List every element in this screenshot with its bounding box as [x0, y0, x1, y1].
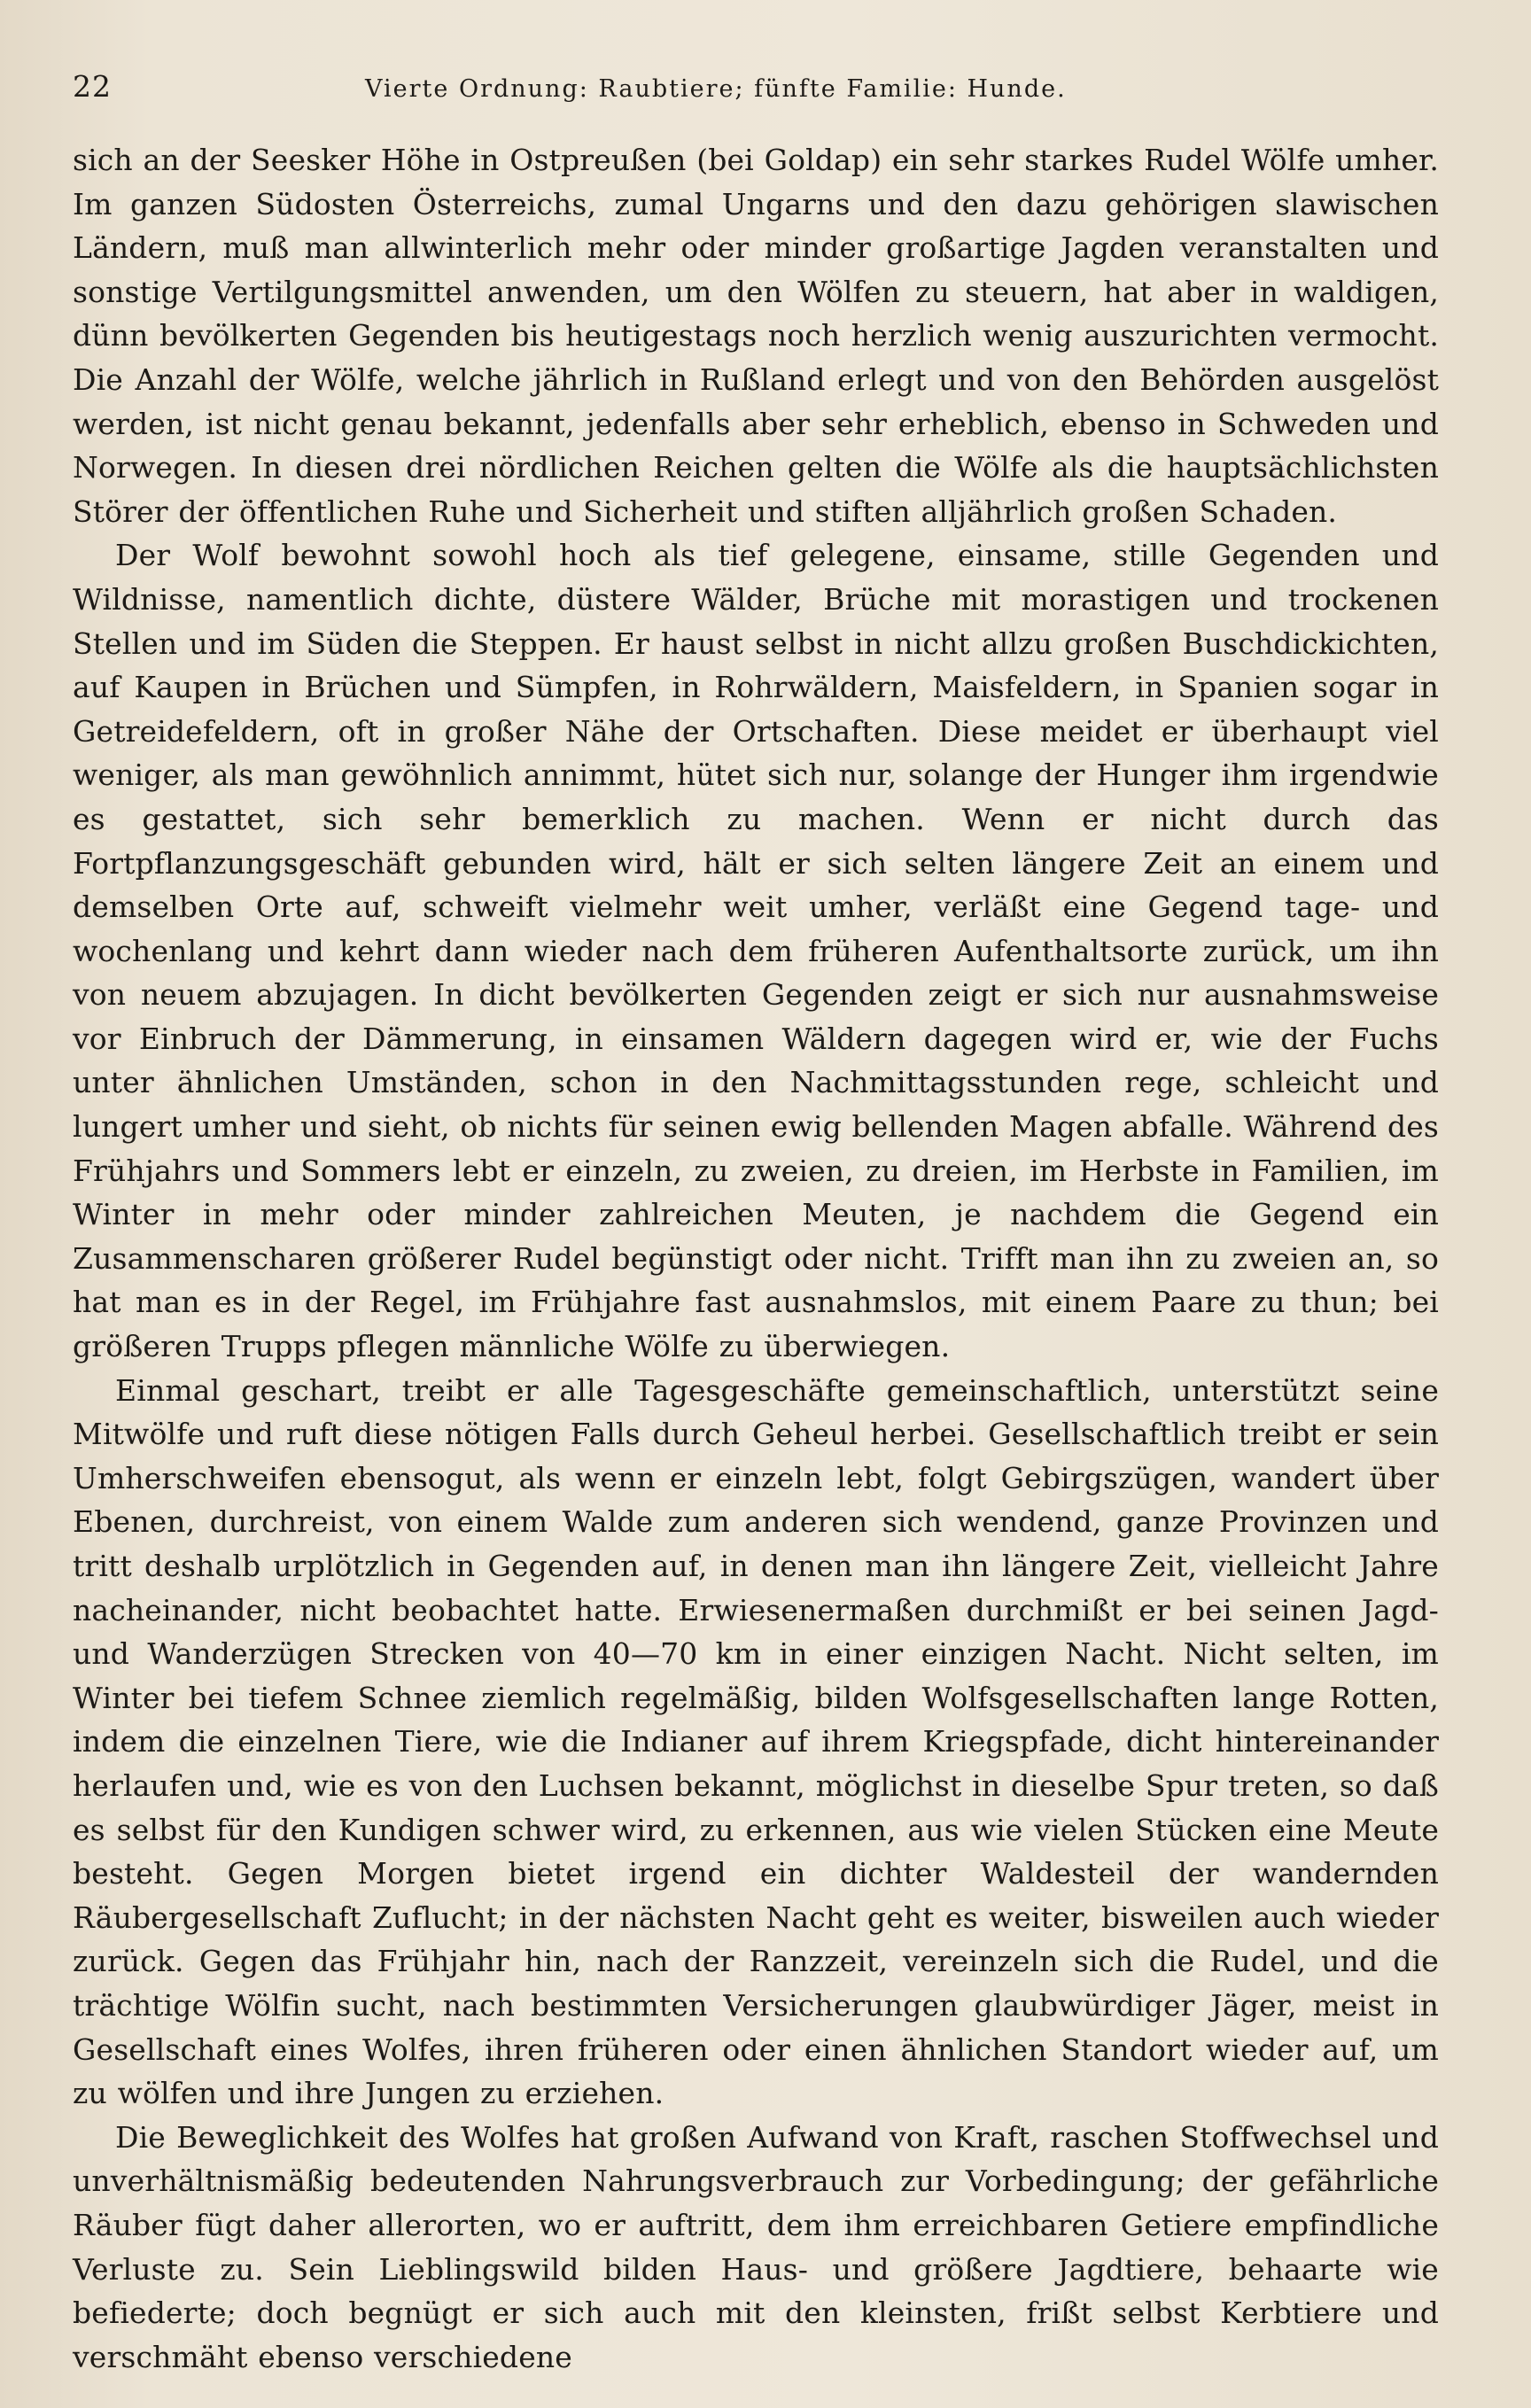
running-title: Vierte Ordnung: Raubtiere; fünfte Familie: Hunde. [365, 75, 1067, 103]
paragraph-1: sich an der Seesker Höhe in Ostpreußen (bei Goldap) ein sehr starkes Rudel Wölfe umher. Im ganzen Südosten Österreichs, zumal Ungarns und den dazu gehörigen slawischen Ländern, muß man allwinterlich mehr oder minder großartige Jagden veranstalten und sonstige Vertilgungsmittel anwenden, um den Wölfen zu steuern, hat aber in waldigen, dünn bevölkerten Gegenden bis heutigestags noch herzlich wenig auszurichten vermocht. Die Anzahl der Wölfe, welche jährlich in Rußland erlegt und von den Behörden ausgelöst werden, ist nicht genau bekannt, jedenfalls aber sehr erheblich, ebenso in Schweden und Norwegen. In diesen drei nördlichen Reichen gelten die Wölfe als die hauptsächlichsten Störer der öffentlichen Ruhe und Sicherheit und stiften alljährlich großen Schaden. [73, 143, 1439, 529]
body-text [73, 138, 1439, 2379]
page-number: 22 [73, 69, 112, 104]
paragraph-4: Die Beweglichkeit des Wolfes hat großen Aufwand von Kraft, raschen Stoffwechsel und unverhältnismäßig bedeutenden Nahrungsverbrauch zur Vorbedingung; der gefährliche Räuber fügt daher allerorten, wo er auftritt, dem ihm erreichbaren Getiere empfindliche Verluste zu. Sein Lieblingswild bilden Haus- und größere Jagdtiere, behaarte wie befiederte; doch begnügt er sich auch mit den kleinsten, frißt selbst Kerbtiere und verschmäht ebenso verschiedene [73, 2119, 1439, 2374]
paragraph-3: Einmal geschart, treibt er alle Tagesgeschäfte gemeinschaftlich, unterstützt seine Mitwölfe und ruft diese nötigen Falls durch Geheul herbei. Gesellschaftlich treibt er sein Umherschweifen ebensogut, als wenn er einzeln lebt, folgt Gebirgszügen, wandert über Ebenen, durchreist, von einem Walde zum anderen sich wendend, ganze Provinzen und tritt deshalb urplötzlich in Gegenden auf, in denen man ihn längere Zeit, vielleicht Jahre nacheinander, nicht beobachtet hatte. Erwiesenermaßen durchmißt er bei seinen Jagd- und Wanderzügen Strecken von 40—70 km in einer einzigen Nacht. Nicht selten, im Winter bei tiefem Schnee ziemlich regelmäßig, bilden Wolfsgesellschaften lange Rotten, indem die einzelnen Tiere, wie die Indianer auf ihrem Kriegspfade, dicht hintereinander herlaufen und, wie es von den Luchsen bekannt, möglichst in dieselbe Spur treten, so daß es selbst für den Kundigen schwer wird, zu erkennen, aus wie vielen Stücken eine Meute besteht. Gegen Morgen bietet irgend ein dichter Waldesteil der wandernden Räubergesellschaft Zuflucht; in der nächsten Nacht geht es weiter, bisweilen auch wieder zurück. Gegen das Frühjahr hin, nach der Ranzzeit, vereinzeln sich die Rudel, und die trächtige Wölfin sucht, nach bestimmten Versicherungen glaubwürdiger Jäger, meist in Gesellschaft eines Wolfes, ihren früheren oder einen ähnlichen Standort wieder auf, um zu wölfen und ihre Jungen zu erziehen. [73, 1372, 1439, 2111]
paragraph-2: Der Wolf bewohnt sowohl hoch als tief gelegene, einsame, stille Gegenden und Wildnisse, namentlich dichte, düstere Wälder, Brüche mit morastigen und trockenen Stellen und im Süden die Steppen. Er haust selbst in nicht allzu großen Buschdickichten, auf Kaupen in Brüchen und Sümpfen, in Rohrwäldern, Maisfeldern, in Spanien sogar in Getreidefeldern, oft in großer Nähe der Ortschaften. Diese meidet er überhaupt viel weniger, als man gewöhnlich annimmt, hütet sich nur, solange der Hunger ihm irgendwie es gestattet, sich sehr bemerklich zu machen. Wenn er nicht durch das Fortpflanzungsgeschäft gebunden wird, hält er sich selten längere Zeit an einem und demselben Orte auf, schweift vielmehr weit umher, verläßt eine Gegend tage- und wochenlang und kehrt dann wieder nach dem früheren Aufenthaltsorte zurück, um ihn von neuem abzujagen. In dicht bevölkerten Gegenden zeigt er sich nur ausnahmsweise vor Einbruch der Dämmerung, in einsamen Wäldern dagegen wird er, wie der Fuchs unter ähnlichen Umständen, schon in den Nachmittagsstunden rege, schleicht und lungert umher und sieht, ob nichts für seinen ewig bellenden Magen abfalle. Während des Frühjahrs und Sommers lebt er einzeln, zu zweien, zu dreien, im Herbste in Familien, im Winter in mehr oder minder zahlreichen Meuten, je nachdem die Gegend ein Zusammenscharen größerer Rudel begünstigt oder nicht. Trifft man ihn zu zweien an, so hat man es in der Regel, im Frühjahre fast ausnahmslos, mit einem Paare zu thun; bei größeren Trupps pflegen männliche Wölfe zu überwiegen. [73, 538, 1439, 1364]
running-head [73, 69, 1439, 119]
